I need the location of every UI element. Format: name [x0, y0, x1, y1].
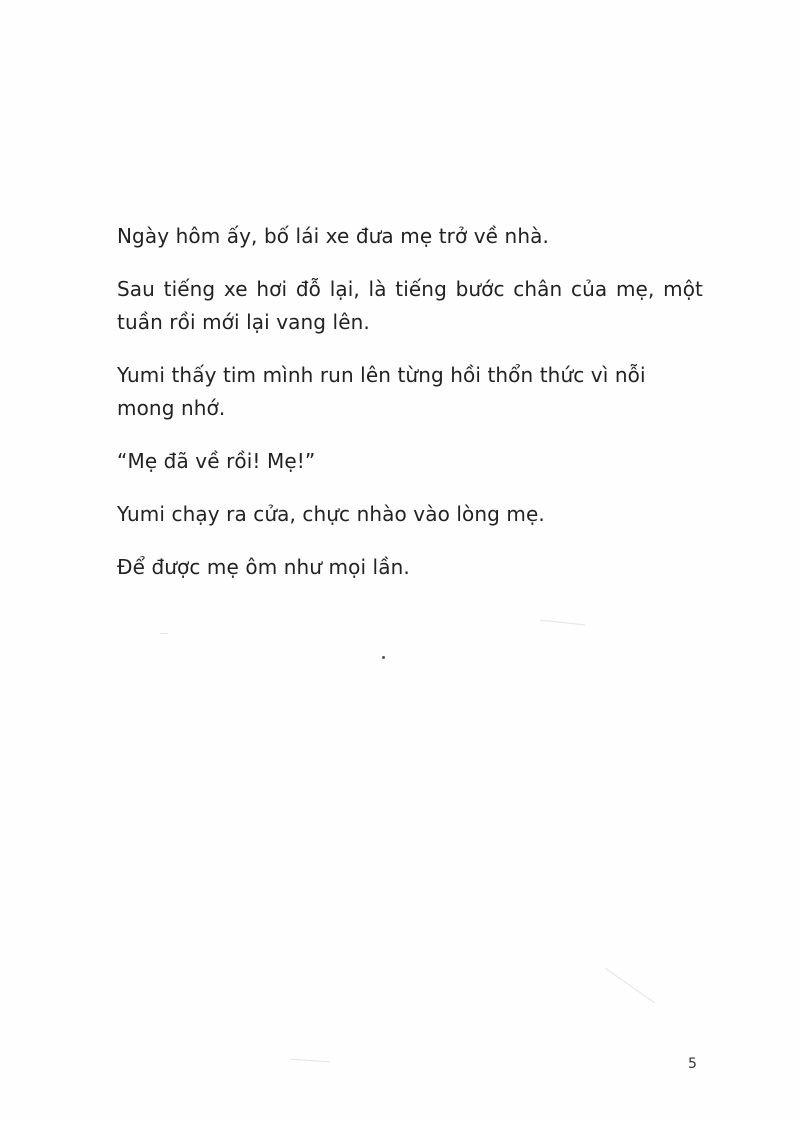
scan-mark	[605, 968, 655, 1003]
scan-speck	[382, 656, 385, 659]
scan-mark	[160, 633, 168, 634]
paragraph-4: “Mẹ đã về rồi! Mẹ!”	[117, 449, 316, 473]
scan-mark	[290, 1059, 330, 1063]
paragraph-6: Để được mẹ ôm như mọi lần.	[117, 555, 410, 579]
paragraph-1: Ngày hôm ấy, bố lái xe đưa mẹ trở về nhà.	[117, 224, 549, 248]
paragraph-3: Yumi thấy tim mình run lên từng hồi thổn thức vì nỗi mong nhớ.	[117, 363, 646, 420]
page-number: 5	[688, 1056, 697, 1072]
paragraph-2: Sau tiếng xe hơi đỗ lại, là tiếng bước chân của mẹ, một tuần rồi mới lại vang lên.	[117, 277, 703, 334]
scan-mark	[540, 620, 585, 626]
paragraph-5: Yumi chạy ra cửa, chực nhào vào lòng mẹ.	[117, 502, 545, 526]
story-text	[117, 220, 703, 604]
